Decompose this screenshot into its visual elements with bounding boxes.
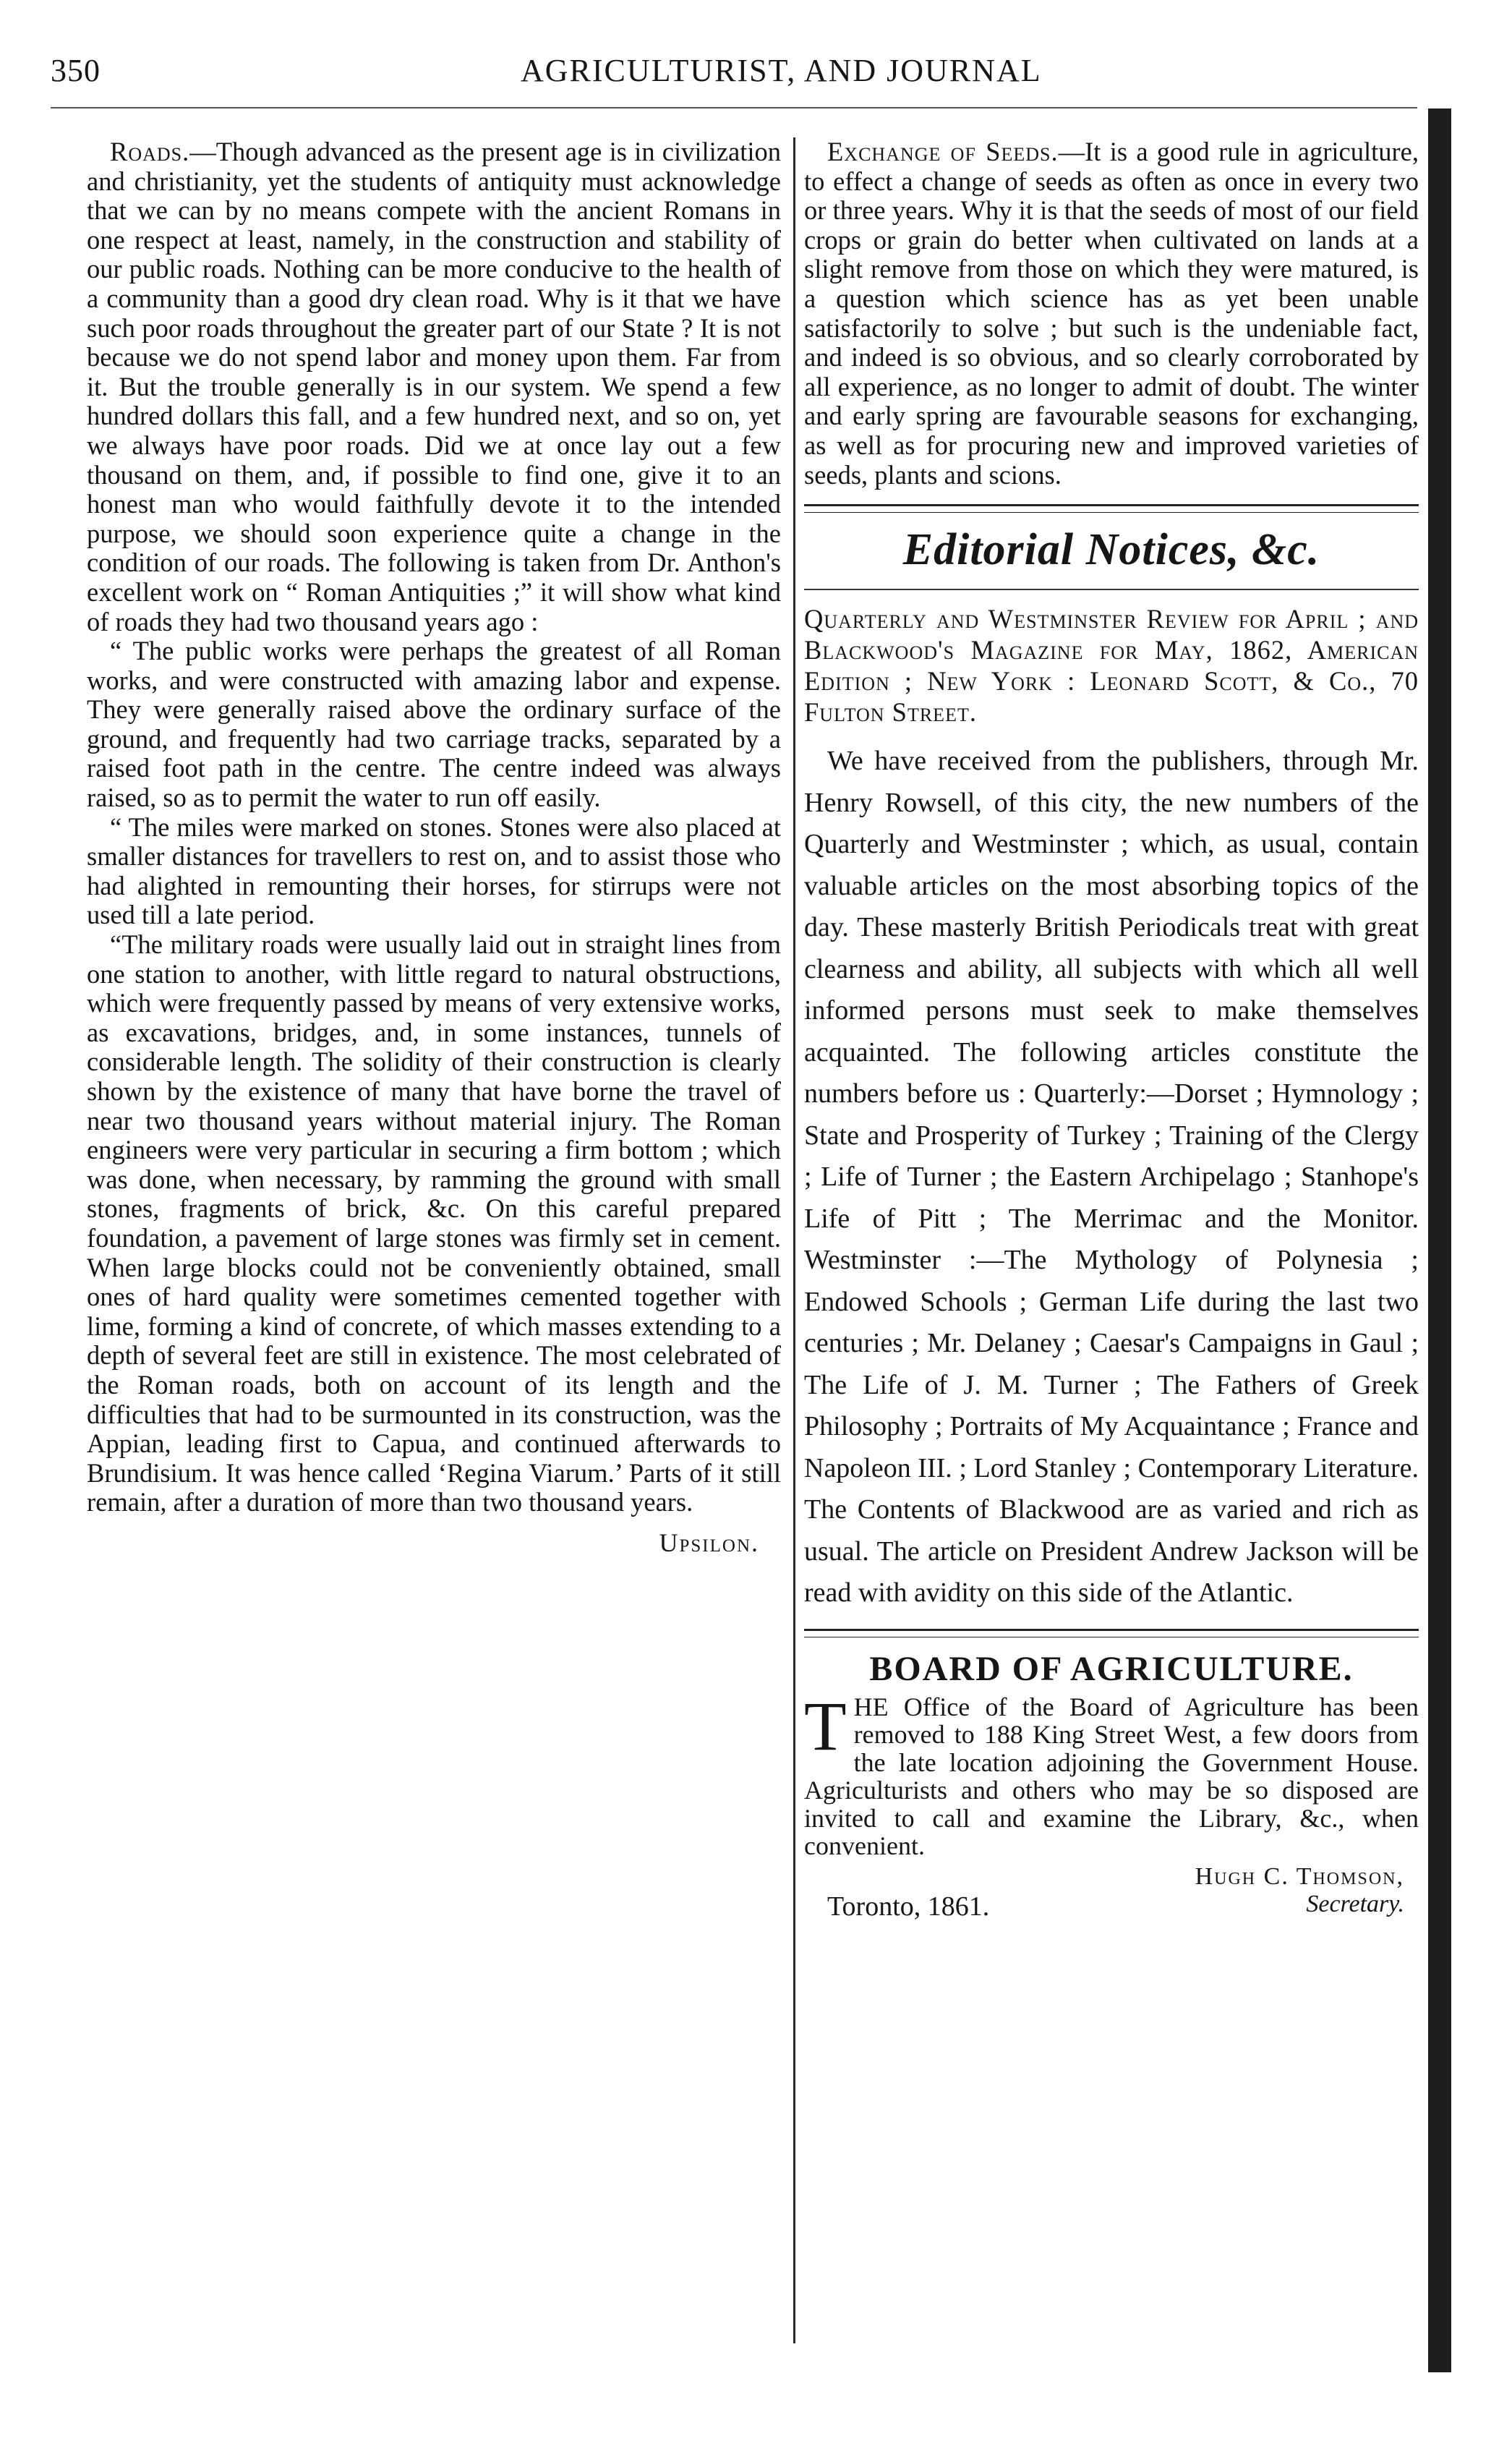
page-header (51, 52, 1425, 98)
board-rule (804, 1629, 1419, 1637)
board-signatory-title: Secretary. (1306, 1890, 1404, 1917)
board-text: HE Office of the Board of Agriculture has been removed to 188 King Street West, a few doors from the late location adjoining the Government House. Agriculturists and others who may be so disposed are invited to call and examine the Library, &c., when convenient. (804, 1692, 1419, 1861)
editorial-heading: Quarterly and Westminster Review for April ; and Blackwood's Magazine for May, 1862, American Edition ; New York : Leonard Scott, & Co., 70 Fulton Street. (804, 604, 1419, 728)
editorial-body: We have received from the publishers, through Mr. Henry Rowsell, of this city, the new numbers of the Quarterly and Westminster ; which, as usual, contain valuable articles on the most absorbing topics of the day. These masterly British Periodicals treat with great clearness and ability, all subjects with which all well informed persons must seek to make themselves acquainted. The following articles constitute the numbers before us : Quarterly:—Dorset ; Hymnology ; State and Prosperity of Turkey ; Training of the Clergy ; Life of Turner ; the Eastern Archipelago ; Stanhope's Life of Pitt ; The Merrimac and the Monitor. Westminster :—The Mythology of Polynesia ; Endowed Schools ; German Life during the last two centuries ; Mr. Delaney ; Caesar's Campaigns in Gaul ; The Life of J. M. Turner ; The Fathers of Greek Philosophy ; Portraits of My Acquaintance ; France and Napoleon III. ; Lord Stanley ; Contemporary Literature. The Contents of Blackwood are as varied and rich as usual. The article on President Andrew Jackson will be read with avidity on this side of the Atlantic. (804, 746, 1419, 1609)
board-signatory: Hugh C. Thomson, (1195, 1862, 1404, 1890)
page-number: 350 (51, 53, 101, 88)
seeds-text: —It is a good rule in agriculture, to effect a change of seeds as often as once in every two or three years. Why it is that the seeds of most of our field crops or grain do better when cultivated on lands at a slight remove from those on which they were matured, is a question which science has as yet been unable satisfactorily to solve ; but such is the undeniable fact, and indeed is so obvious, and so clearly corroborated by all experience, as no longer to admit of doubt. The winter and early spring are favourable seasons for exchanging, as well as for procuring new and improved varieties of seeds, plants and scions. (804, 137, 1419, 490)
roads-lead: Roads. (110, 137, 190, 166)
drop-cap: T (804, 1687, 847, 1765)
header-rule (51, 107, 1417, 108)
board-title: BOARD OF AGRICULTURE. (869, 1649, 1354, 1688)
seeds-lead: Exchange of Seeds. (827, 137, 1059, 166)
board-signature-block (804, 1860, 1419, 1922)
board-place-date: Toronto, 1861. (827, 1891, 990, 1922)
editorial-title: Editorial Notices, &c. (902, 525, 1320, 575)
roads-signature: Upsilon. (659, 1528, 759, 1557)
running-head: AGRICULTURIST, AND JOURNAL (521, 53, 1042, 88)
section-rule (804, 504, 1419, 513)
right-column (804, 137, 1419, 1922)
roads-paragraph-3: “ The miles were marked on stones. Stones were also placed at smaller distances for travellers to rest on, and to assist those who had alighted in remounting their horses, for stirrups were not used till a late period. (87, 812, 781, 930)
roads-paragraph-4: “The military roads were usually laid out in straight lines from one station to another, with little regard to natural obstructions, which were frequently passed by means of very extensive works, as excavations, bridges, and, in some instances, tunnels of considerable length. The solidity of their construction is clearly shown by the existence of many that have borne the travel of near two thousand years without material injury. The Roman engineers were very particular in securing a firm bottom ; which was done, when necessary, by ramming the ground with small stones, fragments of brick, &c. On this careful prepared foundation, a pavement of large stones was firmly set in cement. When large blocks could not be conveniently obtained, small ones of hard quality were sometimes cemented together with lime, forming a kind of concrete, of which masses extending to a depth of several feet are still in existence. The most celebrated of the Roman roads, both on account of its length and the difficulties that had to be surmounted in its construction, was the Appian, leading first to Capua, and continued afterwards to Brundisium. It was hence called ‘Regina Viarum.’ Parts of it still remain, after a duration of more than two thousand years. (87, 929, 781, 1517)
roads-text-1: —Though advanced as the present age is in civilization and christianity, yet the students of antiquity must acknowledge that we can by no means compete with the ancient Romans in one respect at least, namely, in the construction and stability of our public roads. Nothing can be more conducive to the health of a community than a good dry clean road. Why is it that we have such poor roads throughout the greater part of our State ? It is not because we do not spend labor and money upon them. Far from it. But the trouble generally is in our system. We spend a few hundred dollars this fall, and a few hundred next, and so on, yet we always have poor roads. Did we at once lay out a few thousand on them, and, if possible to find one, give it to an honest man who would faithfully devote it to the intended purpose, we should soon experience quite a change in the condition of our roads. The following is taken from Dr. Anthon's excellent work on “ Roman Antiquities ;” it will show what kind of roads they had two thousand years ago : (87, 137, 781, 636)
seeds-paragraph (804, 137, 1419, 490)
page-edge-shadow (1428, 108, 1451, 2372)
column-divider (793, 137, 795, 2343)
roads-paragraph-2: “ The public works were perhaps the greatest of all Roman works, and were constructed with amazing labor and expense. They were generally raised above the ordinary surface of the ground, and frequently had two carriage tracks, separated by a raised foot path in the centre. The centre indeed was always raised, so as to permit the water to run off easily. (87, 636, 781, 813)
left-column (87, 137, 781, 1558)
roads-paragraph-1 (87, 137, 781, 636)
board-paragraph (804, 1687, 1419, 1861)
title-rule (804, 589, 1419, 590)
